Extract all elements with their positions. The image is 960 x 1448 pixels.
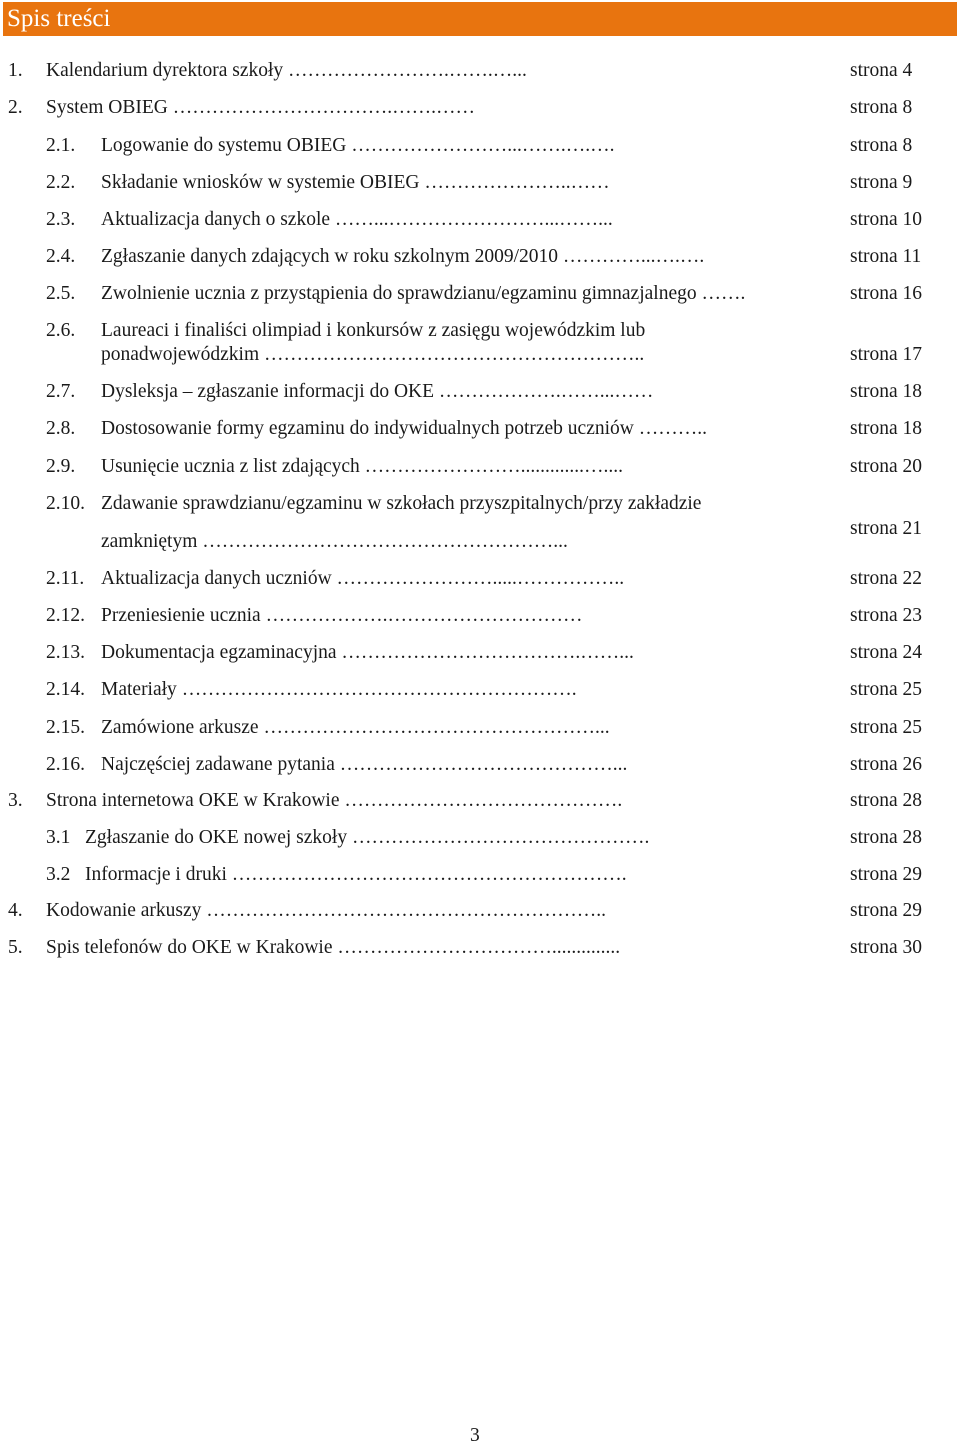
toc-title: Usunięcie ucznia z list zdających …………………….............….... [101, 456, 624, 477]
toc-leader: ……...……………………...……... [334, 209, 613, 230]
toc-number: 2.13. [46, 642, 85, 663]
toc-number: 2.12. [46, 605, 85, 626]
toc-page: strona 18 [850, 418, 923, 439]
toc-leader: ……. [701, 283, 746, 304]
toc-leader: ……………………………………………………. [231, 864, 627, 885]
toc-title: Najczęściej zadawane pytania ……………………………………... [101, 754, 628, 775]
toc-title: Informacje i druki ……………………………………………………. [85, 864, 627, 885]
toc-title: Zamówione arkusze ……………………………………………... [101, 717, 610, 738]
toc-page: strona 24 [850, 642, 923, 663]
toc-title: Strona internetowa OKE w Krakowie ……………………………………. [46, 790, 623, 811]
toc-title: Przeniesienie ucznia ……………….………………………… [101, 605, 583, 626]
toc-number: 2.11. [46, 568, 85, 589]
toc-page: strona 25 [850, 717, 923, 738]
toc-leader: …………………..…… [424, 172, 610, 193]
toc-leader: …………………….....…………….. [336, 568, 625, 589]
toc-page: strona 28 [850, 827, 923, 848]
toc-title: Dostosowanie formy egzaminu do indywidualnych potrzeb uczniów ……….. [101, 418, 707, 439]
toc-leader: ……………………...…….….…. [351, 135, 615, 156]
toc-title-continued: zamkniętym ………………………………………………... [101, 531, 568, 552]
toc-number: 2.6. [46, 320, 76, 341]
toc-leader: ……………………………………………………. [181, 679, 577, 700]
toc-number: 2.1. [46, 135, 76, 156]
toc-number: 2.14. [46, 679, 85, 700]
toc-title: Aktualizacja danych o szkole ……...……………………...……... [101, 209, 613, 230]
toc-leader: ………………………………………. [351, 827, 650, 848]
toc-number: 2.8. [46, 418, 76, 439]
toc-number: 2. [8, 97, 23, 118]
toc-title: Materiały ……………………………………………………. [101, 679, 577, 700]
toc-leader: …………………………………………………….. [206, 900, 607, 921]
toc-leader: ……….. [638, 418, 707, 439]
toc-title: Kodowanie arkuszy …………………………………………………….. [46, 900, 607, 921]
toc-number: 2.5. [46, 283, 76, 304]
toc-page: strona 8 [850, 135, 913, 156]
toc-leader: ……………….………………………… [265, 605, 583, 626]
toc-leader: ……………………………….……... [341, 642, 634, 663]
toc-number: 2.10. [46, 493, 85, 514]
toc-leader: …………………………….............. [337, 937, 621, 958]
toc-number: 2.3. [46, 209, 76, 230]
toc-number: 3.1 [46, 827, 71, 848]
page-number: 3 [470, 1425, 480, 1446]
toc-page: strona 11 [850, 246, 922, 267]
toc-page: strona 25 [850, 679, 923, 700]
toc-title: Dokumentacja egzaminacyjna ……………………………….……... [101, 642, 634, 663]
toc-page: strona 8 [850, 97, 913, 118]
toc-page: strona 26 [850, 754, 923, 775]
toc-page: strona 28 [850, 790, 923, 811]
toc-title: Zwolnienie ucznia z przystąpienia do sprawdzianu/egzaminu gimnazjalnego ……. [101, 283, 746, 304]
toc-number: 1. [8, 60, 23, 81]
toc-leader: …………………….............….... [364, 456, 624, 477]
toc-number: 3. [8, 790, 23, 811]
toc-number: 4. [8, 900, 23, 921]
toc-number: 2.16. [46, 754, 85, 775]
toc-page: strona 29 [850, 864, 923, 885]
toc-page: strona 10 [850, 209, 923, 230]
toc-leader: ……………………………………………... [263, 717, 610, 738]
toc-leader: ………………………………………………... [202, 531, 568, 552]
toc-page: strona 23 [850, 605, 923, 626]
toc-page: strona 9 [850, 172, 913, 193]
toc-title: Kalendarium dyrektora szkoły …………………….…….…... [46, 60, 527, 81]
toc-number: 2.9. [46, 456, 76, 477]
toc-page: strona 29 [850, 900, 923, 921]
toc-title: Składanie wniosków w systemie OBIEG …………………..…… [101, 172, 610, 193]
page-title: Spis treści [7, 5, 111, 32]
toc-page: strona 17 [850, 344, 923, 365]
toc-title: Zdawanie sprawdzianu/egzaminu w szkołach przyszpitalnych/przy zakładzie [101, 493, 702, 514]
toc-page: strona 4 [850, 60, 913, 81]
toc-leader: ……………………………………. [344, 790, 623, 811]
toc-title: Aktualizacja danych uczniów …………………….....…………….. [101, 568, 625, 589]
toc-leader: ………………………………………………….. [264, 344, 645, 365]
toc-number: 2.4. [46, 246, 76, 267]
toc-page: strona 30 [850, 937, 923, 958]
toc-title: Dysleksja – zgłaszanie informacji do OKE ……………….……...…… [101, 381, 654, 402]
toc-leader: ……………………………………... [339, 754, 628, 775]
toc-title: Zgłaszanie do OKE nowej szkoły ………………………………………. [85, 827, 650, 848]
toc-page: strona 16 [850, 283, 923, 304]
toc-number: 3.2 [46, 864, 71, 885]
toc-leader: …………...….…. [562, 246, 705, 267]
toc-page: strona 18 [850, 381, 923, 402]
toc-title: Logowanie do systemu OBIEG ……………………...…….….…. [101, 135, 615, 156]
toc-leader: …………………………….…….…… [172, 97, 475, 118]
toc-title: Zgłaszanie danych zdających w roku szkolnym 2009/2010 …………...….…. [101, 246, 705, 267]
toc-leader: …………………….…….…... [288, 60, 527, 81]
toc-number: 5. [8, 937, 23, 958]
toc-title: Laureaci i finaliści olimpiad i konkursów z zasięgu wojewódzkim lub [101, 320, 646, 341]
toc-leader: ……………….……...…… [438, 381, 654, 402]
toc-number: 2.7. [46, 381, 76, 402]
toc-number: 2.2. [46, 172, 76, 193]
toc-page: strona 21 [850, 518, 923, 539]
toc-title: Spis telefonów do OKE w Krakowie …………………………….............. [46, 937, 621, 958]
toc-title-continued: ponadwojewódzkim ………………………………………………….. [101, 344, 645, 365]
toc-page: strona 22 [850, 568, 923, 589]
toc-title: System OBIEG …………………………….…….…… [46, 97, 475, 118]
toc-number: 2.15. [46, 717, 85, 738]
toc-page: strona 20 [850, 456, 923, 477]
